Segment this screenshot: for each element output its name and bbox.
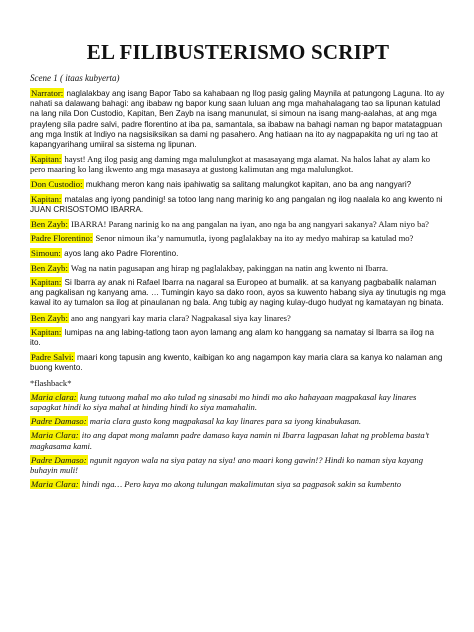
dialogue-line [30,194,446,215]
dialogue-line [30,455,446,475]
speaker-label: Padre Salvi: [31,352,74,363]
dialogue-text: IBARRA! Parang narinig ko na ang pangalan na iyan, ano nga ba ang nangyari sakanya? Alam niyo ba? [68,219,430,230]
speaker-label: Don Custodio: [31,178,83,189]
dialogue-line [30,352,446,373]
dialogue-text: ngunit ngayon wala na siya patay na siya! ano maari kong gawin!? Hindi ko naman siya kayang buhayin muli! [30,454,423,476]
speaker-label: Padre Florentino: [31,233,93,244]
speaker-label: Maria Clara: [31,430,79,441]
dialogue-line [30,430,446,450]
dialogue-text: lumipas na ang labing-tatlong taon ayon lamang ang alam ko hanggang sa namatay si Ibarra sa ilog na ito. [30,327,434,348]
dialogue-text: ano ang nangyari kay maria clara? Nagpakasal siya kay linares? [68,312,291,323]
dialogue-line [30,263,446,273]
dialogue-text: Senor nimoun ika’y namumutla, iyong paglalakbay na ito ay medyo mahirap sa katulad mo? [93,233,414,244]
dialogue-line [30,219,446,229]
speaker-label: Kapitan: [31,277,62,288]
speaker-label: Ben Zayb: [31,312,68,323]
stage-direction [30,378,446,388]
speaker-label: Narrator: [31,88,64,98]
dialogue-line [30,479,446,489]
speaker-label: Kapitan: [31,154,62,165]
dialogue-line [30,392,446,412]
dialogue-line [30,277,446,309]
dialogue-text: hindi nga… Pero kaya mo akong tulungan makalimutan siya sa pagpasok sakin sa kumbento [79,479,402,490]
dialogue-text: maria clara gusto kong magpakasal ka kay linares para sa iyong kinabukasan. [87,416,362,427]
document-title: EL FILIBUSTERISMO SCRIPT [86,40,390,64]
dialogue-text: maari kong tapusin ang kwento, kaibigan ko ang nagampon kay maria clara sa kanya ko nalaman ang buong kwento. [30,353,443,373]
dialogue-line [30,416,446,426]
dialogue-line [30,88,446,150]
speaker-label: Simoun: [31,247,61,258]
dialogue-text: matalas ang iyong pandinig! sa totoo lang nang marinig ko ang pangalan ng ilog naalala ko ang kwento ni JUAN CRISOSTOMO IBARRA. [30,194,443,215]
speaker-label: Padre Damaso: [31,416,87,427]
dialogue-line [30,248,446,259]
dialogue-text: Si Ibarra ay anak ni Rafael Ibarra na nagaral sa Europeo at bumalik. at sa kanyang pagbabalik nalaman ang pagkalisan ng kanyang ama. … Tumingin kayo sa dako roon, ayos sa kuwento habang siya ay tinutugis ng mga kawal ito ay tumalon sa ilog at pinaulanan ng bala. Ang tubig ay naging kulay-dugo hudyat ng kamatayan ng binata. [30,278,446,308]
dialogue-text: naglalakbay ang isang Bapor Tabo sa kahabaan ng Ilog pasig galing Maynila at patungong Laguna. Ito ay nahati sa dalawang bahagi: ang ibabaw ng bapor kung saan luluan ang mga mahahalagang tao sa lipunan katulad na lang nila Don Custodio, Kapitan, Ben Zayb na isang manunulat, si simoun na isang mang-aalahas, at ang mga prayleng sila padre salvi, padre florentino at iba pa, samantala, sa ibabaw na bahagi naman ng bapor matatagpuan ang mga Instik at Indiyo na nagsisiksikan sa dami ng pasahero. Ang hatiaan na ito ay nagpapakita ng uri ng tao at kapangyarihang umiiral sa sistema ng lipunan. [30,89,445,150]
dialogue-text: *flashback* [30,377,72,388]
script-lines [30,88,446,490]
dialogue-line [30,233,446,243]
dialogue-line [30,327,446,348]
speaker-label: Maria Clara: [31,479,79,490]
speaker-label: Kapitan: [31,326,62,337]
dialogue-text: hayst! Ang ilog pasig ang daming mga malulungkot at masasayang mga alamat. Na halos lahat ay alam ko pero maaring ko lang ikwento ang mga masasaya at gustong kalimutan ang mga malulungkot. [30,154,431,175]
speaker-label: Ben Zayb: [31,262,68,273]
dialogue-line [30,313,446,323]
dialogue-line [30,179,446,190]
dialogue-text: Wag na natin pagusapan ang hirap ng paglalakbay, pakinggan na natin ang kwento ni Ibarra. [68,262,388,273]
dialogue-text: ayos lang ako Padre Florentino. [61,248,179,258]
dialogue-text: ito ang dapat mong malamn padre damaso kaya namin ni Ibarra lagpasan lahat ng problema basta’t magkasama kami. [30,430,429,451]
scene-heading: Scene 1 ( itaas kubyerta) [30,73,120,83]
speaker-label: Ben Zayb: [31,219,68,230]
dialogue-text: mukhang meron kang nais ipahiwatig sa salitang malungkot kapitan, ano ba ang nangyari? [83,179,412,189]
speaker-label: Maria clara: [31,391,77,402]
dialogue-text: kung tutuong mahal mo ako tulad ng sinasabi mo hindi mo ako hahayaan magpakasal kay linares sapagkat hindi ko siya mahal at hinding hindi ko siya mamahalin. [30,391,417,413]
speaker-label: Kapitan: [31,193,62,204]
speaker-label: Padre Damaso: [31,454,87,465]
dialogue-line [30,154,446,174]
